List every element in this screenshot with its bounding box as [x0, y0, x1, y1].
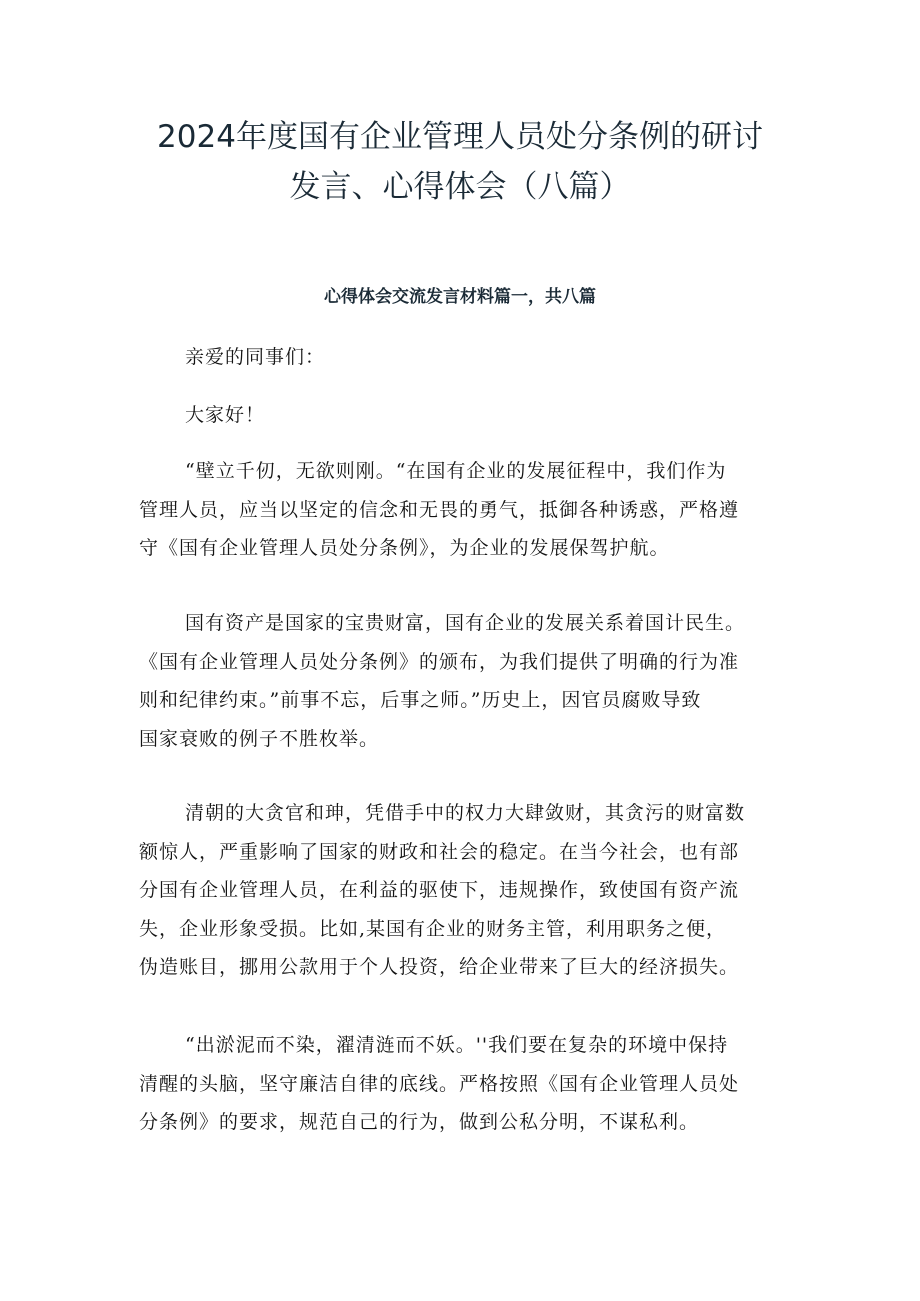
paragraph-line: 额惊人，严重影响了国家的财政和社会的稳定。在当今社会，也有部: [139, 840, 740, 863]
paragraph-line: 分国有企业管理人员，在利益的驱使下，违规操作，致使国有资产流: [139, 879, 740, 901]
paragraph-line: 则和纪律约束。”前事不忘，后事之师。”历史上，因官员腐败导致: [139, 689, 702, 711]
document-title: [120, 112, 800, 212]
paragraph-6: [139, 1026, 791, 1142]
section-heading: 心得体会交流发言材料篇一，共八篇: [324, 287, 596, 307]
paragraph-line: “壁立千仞，无欲则刚。“在国有企业的发展征程中，我们作为: [185, 460, 727, 482]
paragraph-line: 守《国有企业管理人员处分条例》，为企业的发展保驾护航。: [139, 537, 670, 559]
title-line-1: 2024年度国有企业管理人员处分条例的研讨: [157, 119, 763, 155]
paragraph-line: 清醒的头脑，坚守廉洁自律的底线。严格按照《国有企业管理人员处: [139, 1072, 740, 1095]
paragraph-line: 亲爱的同事们：: [185, 346, 326, 368]
paragraph-greeting: [139, 396, 791, 435]
paragraph-line: 分条例》的要求，规范自己的行为，做到公私分明，不谋私利。: [139, 1111, 700, 1133]
paragraph-line: 管理人员，应当以坚定的信念和无畏的勇气，抵御各种诱惑，严格遵: [139, 498, 740, 521]
paragraph-line: 大家好！: [185, 404, 266, 426]
paragraph-line: 伪造账目，挪用公款用于个人投资，给企业带来了巨大的经济损失。: [139, 956, 740, 978]
paragraph-line: 国家衰败的例子不胜枚举。: [139, 727, 380, 750]
paragraph-salutation: [139, 338, 791, 377]
paragraph-5: [139, 794, 791, 987]
paragraph-line: 失，企业形象受损。比如,某国有企业的财务主管，利用职务之便，: [139, 917, 727, 940]
paragraph-line: “出淤泥而不染，濯清涟而不妖。''我们要在复杂的环境中保持: [185, 1034, 729, 1056]
title-line-2: 发言、心得体会（八篇）: [289, 169, 631, 205]
paragraph-4: [139, 604, 791, 758]
paragraph-line: 《国有企业管理人员处分条例》的颁布，为我们提供了明确的行为准: [139, 650, 740, 673]
paragraph-3: [139, 452, 791, 568]
paragraph-line: 国有资产是国家的宝贵财富，国有企业的发展关系着国计民生。: [185, 612, 746, 634]
paragraph-line: 清朝的大贪官和珅，凭借手中的权力大肆敛财，其贪污的财富数: [185, 802, 746, 824]
